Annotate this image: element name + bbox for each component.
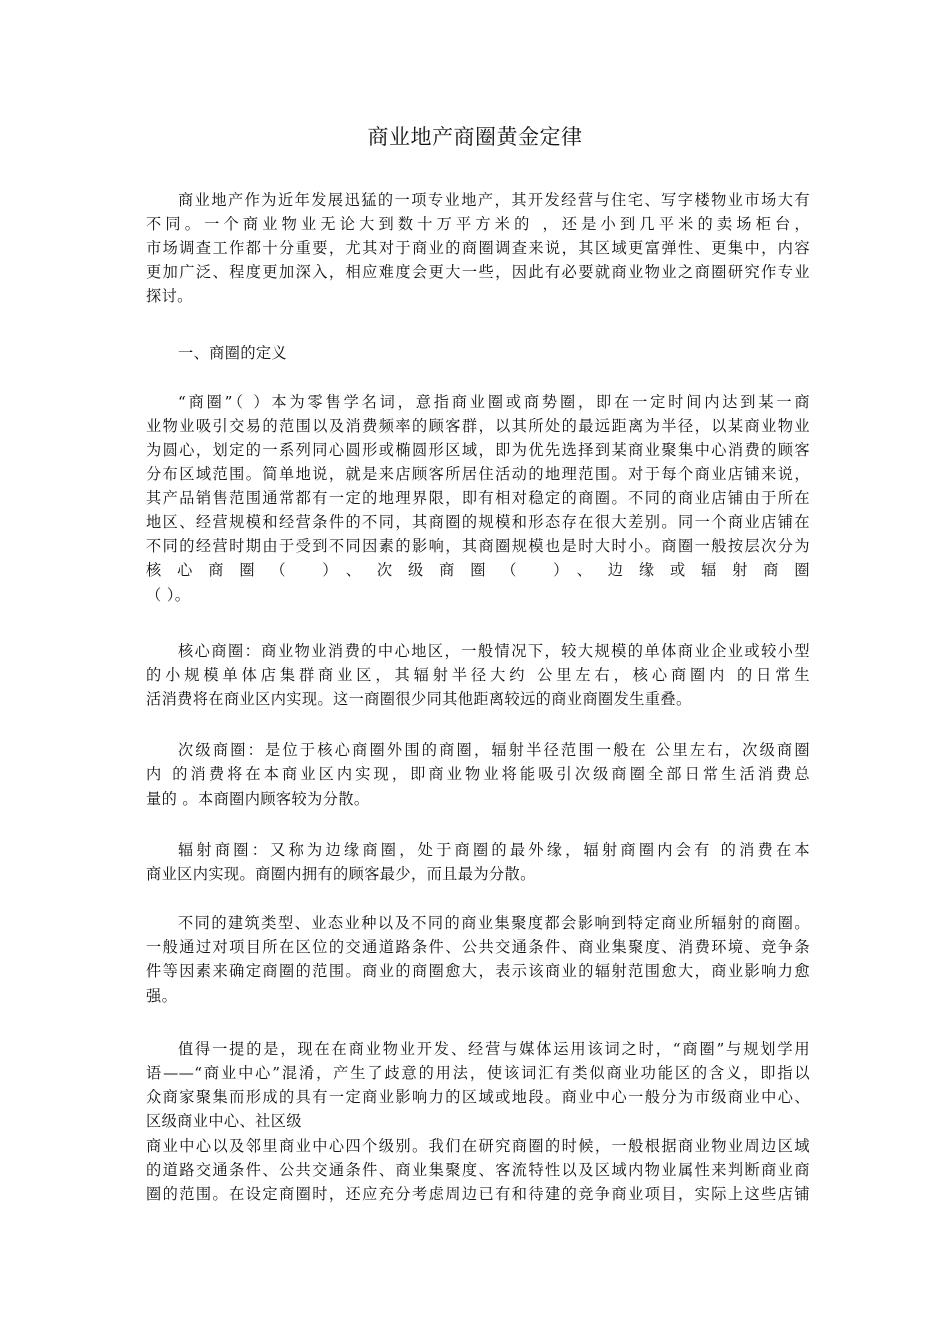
paragraph-2-line: 核心商圈（ ）、次级商圈（ ）、边缘或辐射商圈: [146, 561, 810, 579]
paragraph-6-line: 不同的建筑类型、业态业种以及不同的商业集聚度都会影响到特定商业所辐射的商圈。: [178, 914, 810, 932]
paragraph-2-line: 为圆心，划定的一系列同心圆形或椭圆形区域，即为优先选择到某商业聚集中心消费的顾客: [146, 441, 810, 459]
paragraph-2-line: （ ）。: [146, 586, 191, 604]
paragraph-2-line: 不同的经营时期由于受到不同因素的影响，其商圈规模也是时大时小。商圈一般按层次分为: [146, 537, 810, 555]
paragraph-2-line: 地区、经营规模和经营条件的不同，其商圈的规模和形态存在很大差别。同一个商业店铺在: [146, 513, 810, 531]
paragraph-7-line: 值得一提的是，现在在商业物业开发、经营与媒体运用该词之时，“商圈”与规划学用: [178, 1040, 810, 1058]
paragraph-7-line: 区级商业中心、社区级: [146, 1112, 302, 1130]
paragraph-7-line: 众商家聚集而形成的具有一定商业影响力的区域或地段。商业中心一般分为市级商业中心、: [146, 1088, 810, 1106]
paragraph-5-line: 商业区内实现。商圈内拥有的顾客最少，而且最为分散。: [146, 865, 536, 883]
paragraph-3-line: 核心商圈：商业物业消费的中心地区，一般情况下，较大规模的单体商业企业或较小型: [178, 642, 810, 660]
paragraph-4-line: 内 的消费将在本商业区内实现，即商业物业将能吸引次级商圈全部日常生活消费总: [146, 765, 810, 783]
paragraph-6-line: 件等因素来确定商圈的范围。商业的商圈愈大，表示该商业的辐射范围愈大，商业影响力愈: [146, 962, 810, 980]
paragraph-1-line: 商业地产作为近年发展迅猛的一项专业地产，其开发经营与住宅、写字楼物业市场大有: [178, 191, 810, 209]
paragraph-4-line: 次级商圈：是位于核心商圈外围的商圈，辐射半径范围一般在 公里左右，次级商圈: [178, 741, 810, 759]
paragraph-7-line: 的道路交通条件、公共交通条件、商业集聚度、客流特性以及区域内物业属性来判断商业商: [146, 1161, 810, 1179]
paragraph-7-line: 语——“商业中心”混淆，产生了歧意的用法，使该词汇有类似商业功能区的含义，即指以: [146, 1064, 810, 1082]
section-heading: 一、商圈的定义: [178, 344, 288, 362]
paragraph-4-line: 量的 。本商圈内顾客较为分散。: [146, 790, 370, 808]
paragraph-3-line: 的小规模单体店集群商业区，其辐射半径大约 公里左右，核心商圈内 的日常生: [146, 666, 810, 684]
paragraph-5-line: 辐射商圈：又称为边缘商圈，处于商圈的最外缘，辐射商圈内会有 的消费在本: [178, 841, 810, 859]
paragraph-1-line: 不同。一个商业物业无论大到数十万平方米的 ，还是小到几平米的卖场柜台，: [146, 215, 810, 233]
paragraph-2-line: “商圈”（ ）本为零售学名词，意指商业圈或商势圈，即在一定时间内达到某一商: [178, 393, 810, 411]
paragraph-1-line: 更加广泛、程度更加深入，相应难度会更大一些，因此有必要就商业物业之商圈研究作专业: [146, 263, 810, 281]
paragraph-2-line: 其产品销售范围通常都有一定的地理界限，即有相对稳定的商圈。不同的商业店铺由于所在: [146, 489, 810, 507]
paragraph-7-line: 商业中心以及邻里商业中心四个级别。我们在研究商圈的时候，一般根据商业物业周边区域: [146, 1137, 810, 1155]
paragraph-2-line: 分布区域范围。简单地说，就是来店顾客所居住活动的地理范围。对于每个商业店铺来说，: [146, 465, 810, 483]
paragraph-3-line: 活消费将在商业区内实现。这一商圈很少同其他距离较远的商业商圈发生重叠。: [146, 690, 692, 708]
document-title: 商业地产商圈黄金定律: [367, 125, 583, 149]
paragraph-1-line: 探讨。: [146, 287, 193, 305]
paragraph-7-line: 圈的范围。在设定商圈时，还应充分考虑周边已有和待建的竞争商业项目，实际上这些店铺: [146, 1185, 810, 1203]
paragraph-6-line: 强。: [146, 987, 178, 1005]
paragraph-2-line: 业物业吸引交易的范围以及消费频率的顾客群，以其所处的最远距离为半径，以某商业物业: [146, 417, 810, 435]
paragraph-1-line: 市场调查工作都十分重要，尤其对于商业的商圈调查来说，其区域更富弹性、更集中，内容: [146, 239, 810, 257]
paragraph-6-line: 一般通过对项目所在区位的交通道路条件、公共交通条件、商业集聚度、消费环境、竞争条: [146, 938, 810, 956]
